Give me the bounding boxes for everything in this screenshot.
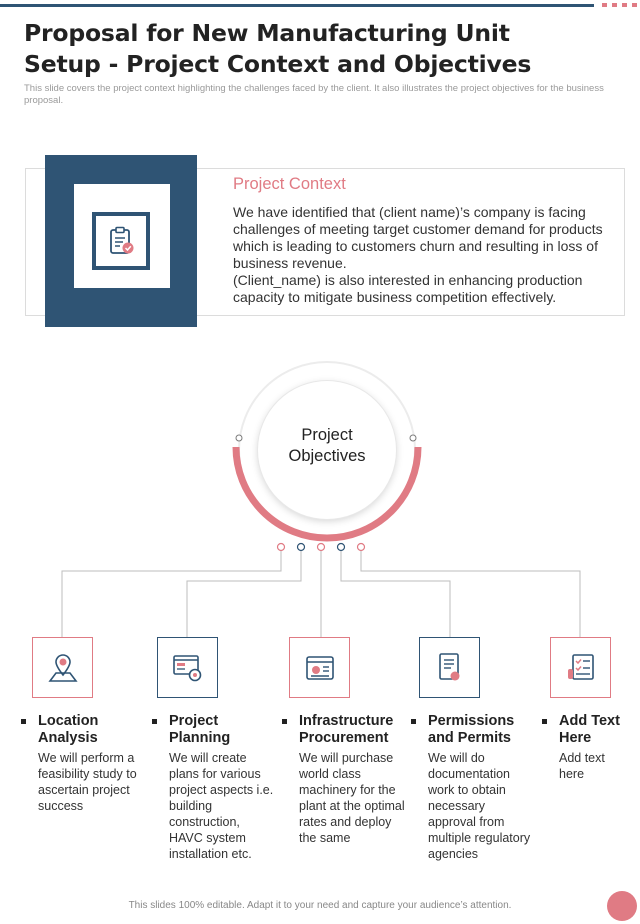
objective-card-location [32,637,93,698]
objective-description: We will do documentation work to obtain necessary approval from multiple regulatory agencies [428,751,531,861]
objectives-title-line-1: Project [301,426,353,444]
objective-add-text [542,713,634,782]
objective-card-permits [419,637,480,698]
objectives-title-line-2: Objectives [288,447,366,465]
objective-title: Permissions and Permits [411,713,535,747]
objective-description: Add text here [559,751,605,781]
certificate-icon [433,651,467,685]
objective-card-planning [157,637,218,698]
footer-decoration-dot [607,891,637,921]
objective-title: Infrastructure Procurement [282,713,406,747]
objective-procurement [282,713,406,846]
map-pin-icon [46,651,80,685]
footer-note: This slides 100% editable. Adapt it to your need and capture your audience’s attention. [128,900,512,911]
objective-title: Location Analysis [21,713,145,747]
context-heading: Project Context [233,175,346,193]
objective-description: We will create plans for various project aspects i.e. building construction, HAVC system installation etc. [169,751,274,861]
slide-title: Proposal for New Manufacturing Unit Setup - Project Context and Objectives [24,19,532,78]
objective-title: Add Text Here [542,713,634,747]
objective-card-add-text [550,637,611,698]
slide-subtitle: This slide covers the project context highlighting the challenges faced by the client. It also illustrates the project objectives for the business proposal. [24,83,604,106]
objective-permits [411,713,535,862]
objective-card-procurement [289,637,350,698]
objective-title: Project Planning [152,713,276,747]
web-settings-icon [171,651,205,685]
checklist-icon [564,651,598,685]
objective-location [21,713,145,814]
context-paragraph-1: We have identified that (client name)’s company is facing challenges of meeting target customer demand for products which is leading to customers churn and resulting in loss of business revenue. [233,204,603,271]
context-paragraph-2: (Client_name) is also interested in enhancing production capacity to mitigate business competition effectively. [233,272,583,305]
objective-planning [152,713,276,862]
machine-icon [303,651,337,685]
objective-description: We will purchase world class machinery for the plant at the optimal rates and deploy the same [299,751,405,845]
objective-description: We will perform a feasibility study to ascertain project success [38,751,137,813]
